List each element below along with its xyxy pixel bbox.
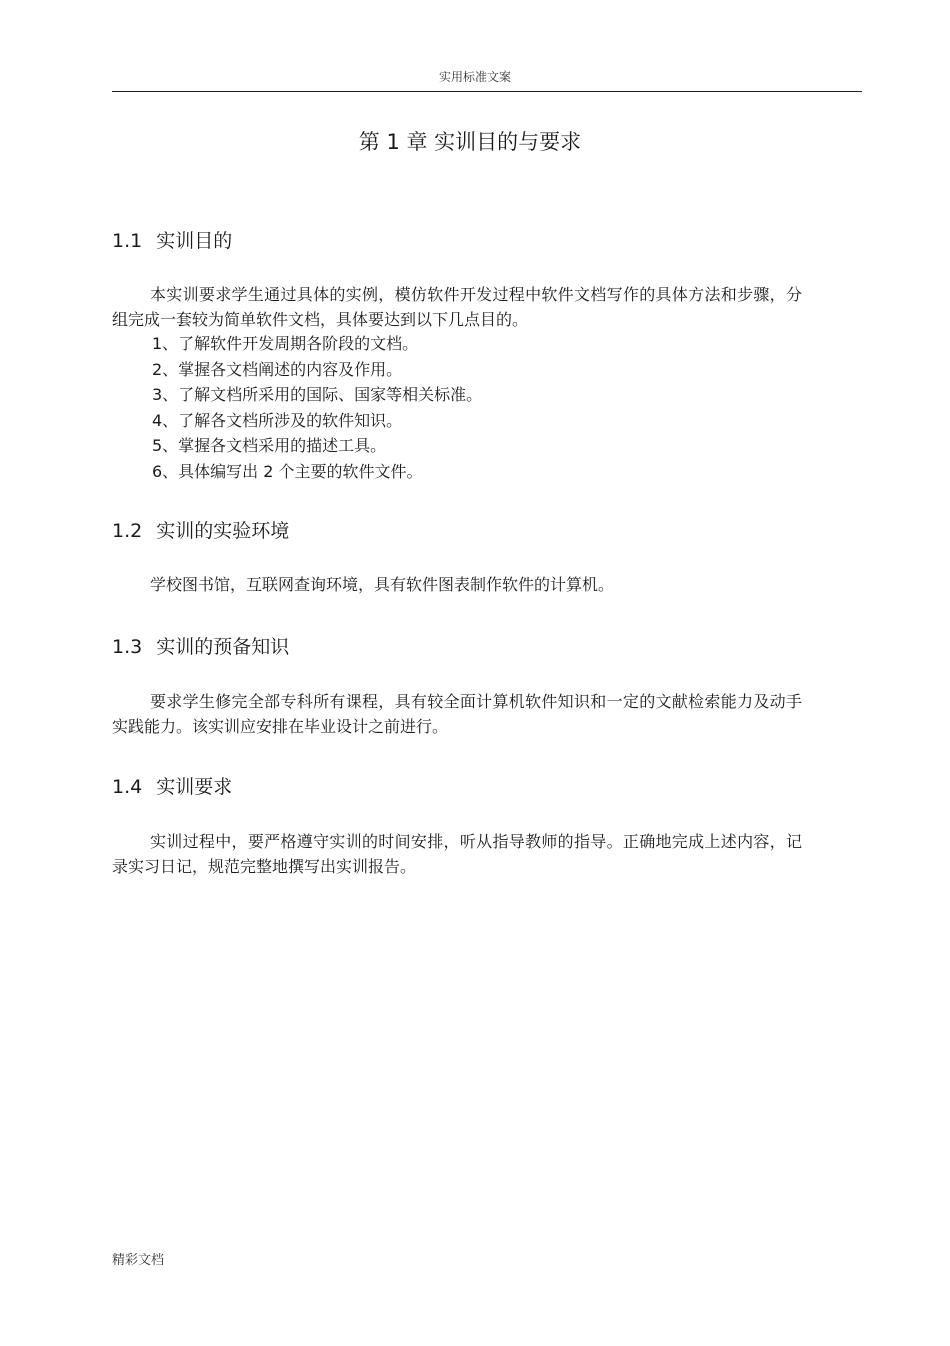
list-item: 6、具体编写出 2 个主要的软件文件。 <box>152 461 423 481</box>
section-heading-1-4 <box>112 772 232 799</box>
section-heading-1-3 <box>112 632 289 659</box>
list-item: 4、了解各文档所涉及的软件知识。 <box>152 410 403 430</box>
section-heading-1-1 <box>112 226 232 253</box>
page-header: 实用标准文案 <box>438 70 511 84</box>
section-number: 1.2 <box>112 520 143 542</box>
section-title: 实训的预备知识 <box>156 636 290 658</box>
section-paragraph-1-1: 本实训要求学生通过具体的实例，模仿软件开发过程中软件文档写作的具体方法和步骤，分组完成一套较为简单软件文档，具体要达到以下几点目的。 <box>112 285 802 329</box>
section-paragraph-1-2: 学校图书馆，互联网查询环境，具有软件图表制作软件的计算机。 <box>150 575 615 594</box>
section-title: 实训目的 <box>156 230 233 252</box>
objectives-list <box>152 331 482 484</box>
section-paragraph-1-3: 要求学生修完全部专科所有课程，具有较全面计算机软件知识和一定的文献检索能力及动手实践能力。该实训应安排在毕业设计之前进行。 <box>112 692 802 736</box>
chapter-title: 第 1 章 实训目的与要求 <box>358 130 582 154</box>
section-paragraph-1-4: 实训过程中，要严格遵守实训的时间安排，听从指导教师的指导。正确地完成上述内容，记录实习日记，规范完整地撰写出实训报告。 <box>112 832 802 876</box>
list-item: 2、掌握各文档阐述的内容及作用。 <box>152 359 403 379</box>
page-footer: 精彩文档 <box>112 1253 165 1268</box>
section-heading-1-2 <box>112 516 289 543</box>
header-divider <box>112 91 862 92</box>
list-item: 5、掌握各文档采用的描述工具。 <box>152 436 387 455</box>
list-item: 1、了解软件开发周期各阶段的文档。 <box>152 334 419 353</box>
section-title: 实训要求 <box>156 776 233 798</box>
section-title: 实训的实验环境 <box>156 520 290 542</box>
section-number: 1.4 <box>112 776 143 798</box>
list-item: 3、了解文档所采用的国际、国家等相关标准。 <box>152 385 483 404</box>
section-number: 1.1 <box>112 230 143 252</box>
section-number: 1.3 <box>112 636 143 658</box>
